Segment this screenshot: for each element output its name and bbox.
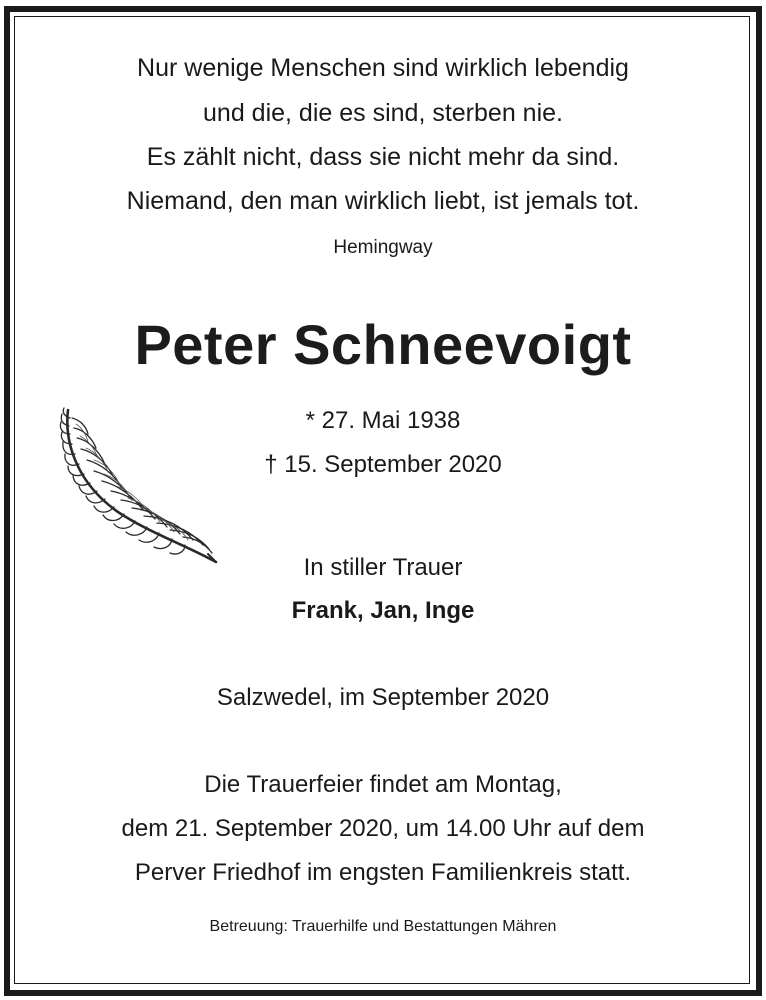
service-line-3: Perver Friedhof im engsten Familienkreis statt. xyxy=(134,859,632,886)
poem-author: Hemingway xyxy=(333,237,433,258)
deceased-name: Peter Schneevoigt xyxy=(134,313,632,376)
poem-line-3: Es zählt nicht, dass sie nicht mehr da sind. xyxy=(146,143,620,171)
funeral-home-credit: Betreuung: Trauerhilfe und Bestattungen Mähren xyxy=(209,918,557,935)
service-line-1: Die Trauerfeier findet am Montag, xyxy=(204,771,562,798)
poem-line-1: Nur wenige Menschen sind wirklich lebendig xyxy=(137,54,629,82)
poem-line-2: und die, die es sind, sterben nie. xyxy=(203,99,563,127)
mourners-names: Frank, Jan, Inge xyxy=(291,597,475,624)
service-line-2: dem 21. September 2020, um 14.00 Uhr auf dem xyxy=(121,815,645,842)
poem-line-4: Niemand, den man wirklich liebt, ist jemals tot. xyxy=(126,187,640,215)
mourning-phrase: In stiller Trauer xyxy=(303,554,463,581)
birth-date: * 27. Mai 1938 xyxy=(305,407,461,434)
death-date: † 15. September 2020 xyxy=(264,451,502,478)
place-date: Salzwedel, im September 2020 xyxy=(216,684,550,711)
